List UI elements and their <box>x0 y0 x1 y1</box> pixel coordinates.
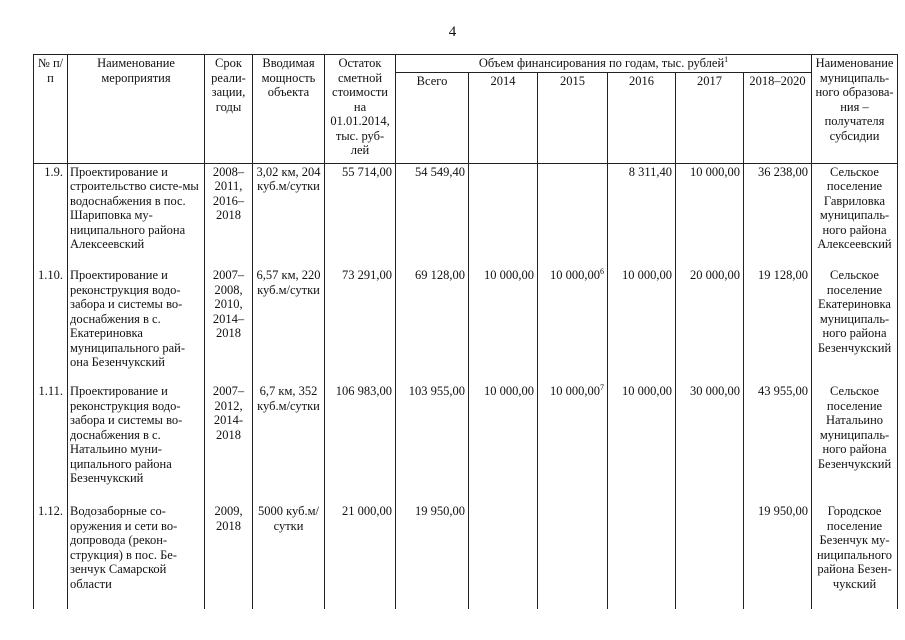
row-capacity: 6,57 км, 220 куб.м/сутки <box>253 267 325 383</box>
row-2017: 30 000,00 <box>676 383 744 503</box>
row-name: Проектирование и реконструкция водо-забора и системы во-доснабжения в с. Екатериновка муниципального рай-она Безенчукский <box>68 267 205 383</box>
row-balance: 106 983,00 <box>325 383 396 503</box>
row-number: 1.9. <box>34 163 68 267</box>
header-funding-label: Объем финансирования по годам, тыс. рублей <box>478 56 725 70</box>
row-2015-footnote: 7 <box>600 382 604 392</box>
row-total: 69 128,00 <box>396 267 469 383</box>
row-2018-2020: 19 128,00 <box>744 267 812 383</box>
row-2017: 20 000,00 <box>676 267 744 383</box>
row-total: 54 549,40 <box>396 163 469 267</box>
header-balance: Остаток сметной стоимости на 01.01.2014, тыс. руб-лей <box>325 55 396 164</box>
header-year-2017: 2017 <box>676 72 744 163</box>
header-name: Наименование мероприятия <box>68 55 205 164</box>
row-2018-2020: 19 950,00 <box>744 503 812 609</box>
page-number: 4 <box>448 24 457 40</box>
header-funding <box>396 55 812 73</box>
row-total: 19 950,00 <box>396 503 469 609</box>
row-2015 <box>538 163 608 267</box>
row-total: 103 955,00 <box>396 383 469 503</box>
header-term: Срок реали-зации, годы <box>205 55 253 164</box>
row-name: Проектирование и реконструкция водо-забора и системы во-доснабжения в с. Натальино муни-ципального района Безенчукский <box>68 383 205 503</box>
table-row <box>34 503 898 609</box>
row-2015-value: 10 000,00 <box>550 268 600 282</box>
row-recipient: Сельское поселение Натальино муниципаль-ного района Безенчукский <box>812 383 898 503</box>
row-capacity: 5000 куб.м/сутки <box>253 503 325 609</box>
header-no: № п/п <box>34 55 68 164</box>
row-number: 1.10. <box>34 267 68 383</box>
row-2017 <box>676 503 744 609</box>
row-2017: 10 000,00 <box>676 163 744 267</box>
row-2015-footnote: 6 <box>600 266 604 276</box>
row-name: Проектирование и строительство систе-мы водоснабжения в пос. Шариповка му-ниципального района Алексеевский <box>68 163 205 267</box>
row-term: 2007–2008, 2010, 2014–2018 <box>205 267 253 383</box>
table-row <box>34 163 898 267</box>
table-row <box>34 383 898 503</box>
row-recipient: Сельское поселение Гавриловка муниципаль-ного района Алексеевский <box>812 163 898 267</box>
row-term: 2009, 2018 <box>205 503 253 609</box>
row-number: 1.11. <box>34 383 68 503</box>
row-recipient: Городское поселение Безенчук му-ниципального района Безен-чукский <box>812 503 898 609</box>
row-2018-2020: 43 955,00 <box>744 383 812 503</box>
row-2018-2020: 36 238,00 <box>744 163 812 267</box>
row-2016: 10 000,00 <box>608 383 676 503</box>
row-balance: 73 291,00 <box>325 267 396 383</box>
row-2015 <box>538 267 608 383</box>
row-2016: 8 311,40 <box>608 163 676 267</box>
header-funding-footnote: 1 <box>724 54 729 64</box>
row-2014 <box>469 503 538 609</box>
table-row <box>34 267 898 383</box>
header-year-2015: 2015 <box>538 72 608 163</box>
row-term: 2007–2012, 2014-2018 <box>205 383 253 503</box>
header-year-total: Всего <box>396 72 469 163</box>
header-year-2016: 2016 <box>608 72 676 163</box>
row-2014: 10 000,00 <box>469 383 538 503</box>
row-balance: 21 000,00 <box>325 503 396 609</box>
row-2015-value: 10 000,00 <box>550 384 600 398</box>
row-name: Водозаборные со-оружения и сети во-допровода (рекон-струкция) в пос. Бе-зенчук Самарской области <box>68 503 205 609</box>
row-2015 <box>538 503 608 609</box>
header-recipient: Наименование муниципаль-ного образова-ния – получателя субсидии <box>812 55 898 164</box>
row-2016: 10 000,00 <box>608 267 676 383</box>
row-term: 2008–2011, 2016–2018 <box>205 163 253 267</box>
row-capacity: 3,02 км, 204 куб.м/сутки <box>253 163 325 267</box>
row-capacity: 6,7 км, 352 куб.м/сутки <box>253 383 325 503</box>
header-year-2014: 2014 <box>469 72 538 163</box>
row-2014: 10 000,00 <box>469 267 538 383</box>
header-capacity: Вводимая мощность объекта <box>253 55 325 164</box>
row-2016 <box>608 503 676 609</box>
header-year-2018-2020: 2018–2020 <box>744 72 812 163</box>
row-2014 <box>469 163 538 267</box>
row-number: 1.12. <box>34 503 68 609</box>
row-balance: 55 714,00 <box>325 163 396 267</box>
row-2015 <box>538 383 608 503</box>
row-recipient: Сельское поселение Екатериновка муниципаль-ного района Безенчукский <box>812 267 898 383</box>
financing-table <box>33 54 898 609</box>
